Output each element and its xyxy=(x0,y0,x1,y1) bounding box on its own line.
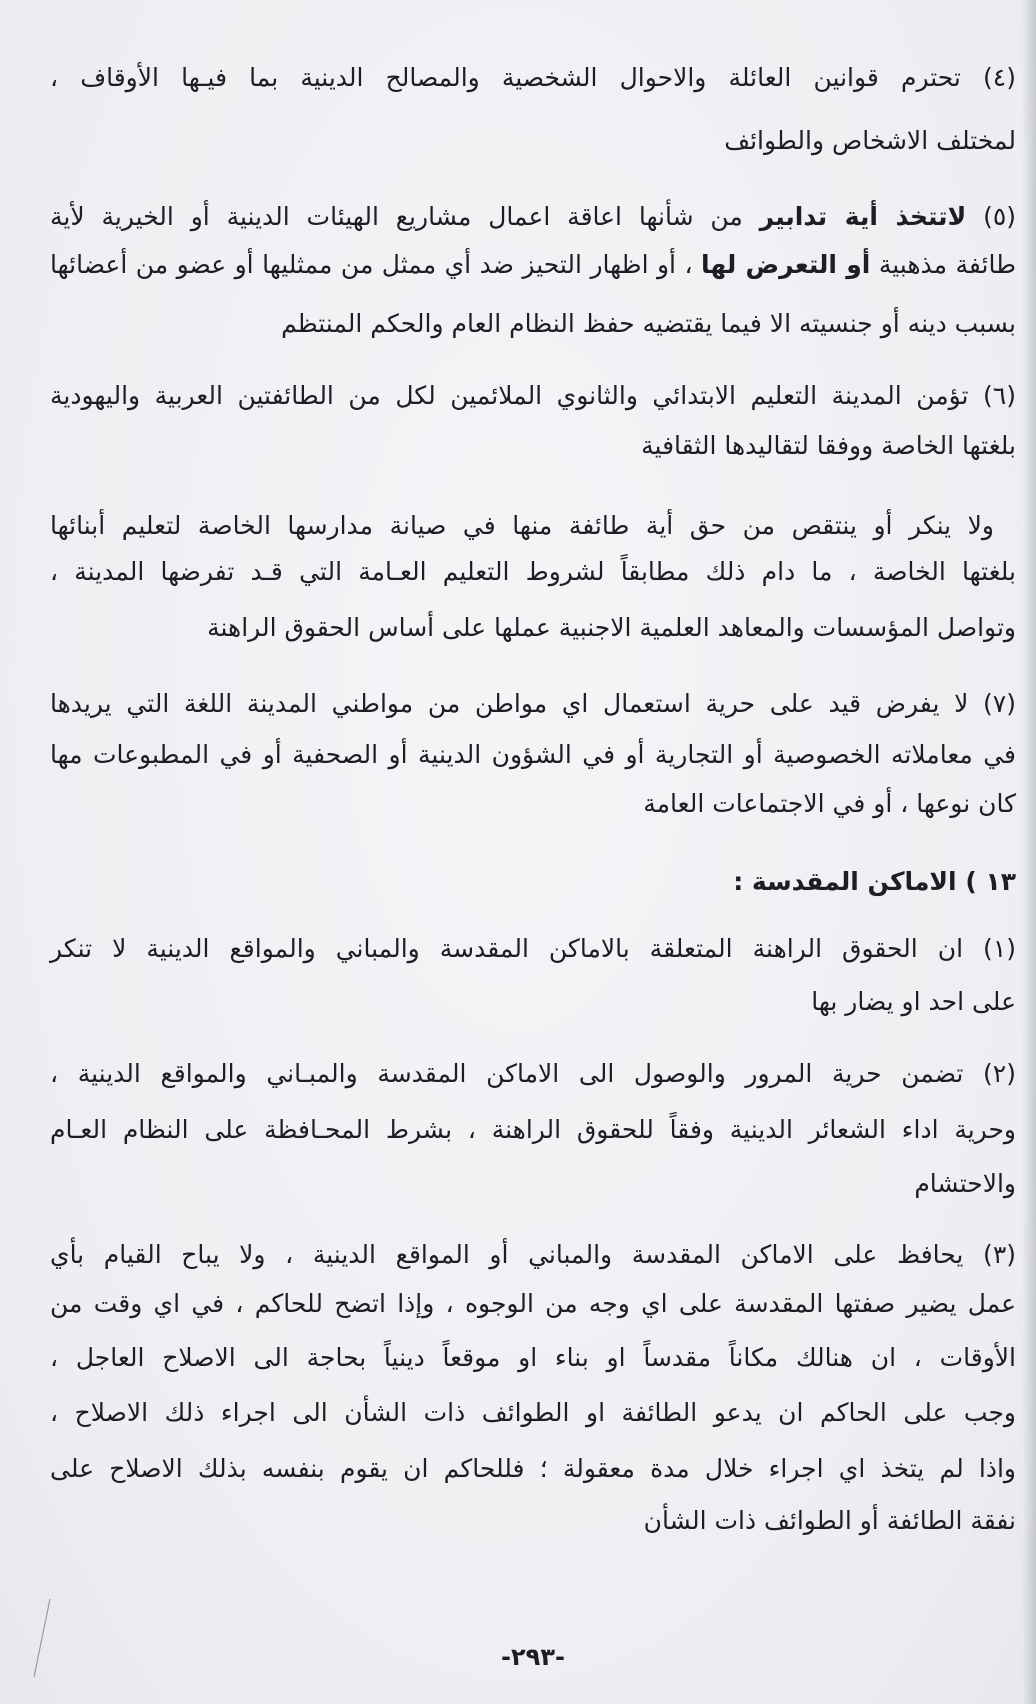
section-13-number: ١٣ ) xyxy=(965,867,1016,896)
clause-5-line-2-rest: ، أو اظهار التحيز ضد أي ممثل من ممثليها أو عضو من أعضائها xyxy=(50,250,693,279)
section-13-clause-2-line-1 xyxy=(50,1052,1016,1096)
page-number: -٢٩٣- xyxy=(501,1643,565,1671)
clause-5-line-1 xyxy=(50,195,1016,239)
clause-6-number: (٦) xyxy=(983,381,1016,410)
section-13-clause-1-number: (١) xyxy=(983,934,1017,963)
section-13-clause-2-line-2: وحرية اداء الشعائر الدينية وفقاً للحقوق الراهنة ، بشرط المحـافظة على النظام العـام xyxy=(50,1115,1016,1144)
clause-7-text: لا يفرض قيد على حرية استعمال اي مواطن من مواطني المدينة اللغة التي يريدها xyxy=(50,689,969,718)
section-13-clause-3-line-5: واذا لم يتخذ اي اجراء خلال مدة معقولة ؛ فللحاكم ان يقوم بنفسه بذلك الاصلاح على xyxy=(50,1454,1016,1483)
section-13-clause-1-line-1 xyxy=(50,927,1016,971)
clause-6-para-2-line-1: ولا ينكر أو ينتقص من حق أية طائفة منها في صيانة مدارسها الخاصة لتعليم أبنائها xyxy=(50,511,994,540)
section-13-clause-2-line-3: والاحتشام xyxy=(914,1169,1016,1198)
section-13-clause-3-number: (٣) xyxy=(983,1240,1017,1269)
clause-5-text: من شأنها اعاقة اعمال مشاريع الهيئات الدينية أو الخيرية لأية xyxy=(50,202,743,231)
clause-6-text: تؤمن المدينة التعليم الابتدائي والثانوي الملائمين لكل من الطائفتين العربية واليهودية xyxy=(50,381,969,410)
clause-5-line-2-bold: أو التعرض لها xyxy=(701,250,871,279)
section-13-title: الاماكن المقدسة : xyxy=(733,867,957,896)
page-edge-shadow xyxy=(1022,0,1036,1704)
clause-6-line-1 xyxy=(50,374,1016,418)
section-13-clause-3-line-1 xyxy=(50,1233,1016,1277)
clause-7-line-1 xyxy=(50,682,1016,726)
clause-5-line-3: بسبب دينه أو جنسيته الا فيما يقتضيه حفظ النظام العام والحكم المنتظم xyxy=(281,309,1016,338)
clause-7-number: (٧) xyxy=(983,689,1016,718)
clause-5-line-2 xyxy=(50,243,1016,287)
clause-4-line-2: لمختلف الاشخاص والطوائف xyxy=(724,126,1016,155)
scan-scratch-mark xyxy=(20,1595,60,1685)
section-13-clause-3-line-3: الأوقات ، ان هنالك مكاناً مقدساً او بناء او موقعاً دينياً بحاجة الى الاصلاح العاجل ، xyxy=(50,1343,1016,1372)
clause-5-bold-phrase: لاتتخذ أية تدابير xyxy=(759,202,967,231)
clause-5-line-2-start: طائفة مذهبية xyxy=(878,250,1017,279)
clause-4-line-1 xyxy=(50,56,1016,100)
section-13-clause-2-number: (٢) xyxy=(983,1059,1016,1088)
section-13-clause-3-line-2: عمل يضير صفتها المقدسة على اي وجه من الوجوه ، وإذا اتضح للحاكم ، في اي وقت من xyxy=(50,1289,1016,1318)
section-13-clause-1-text: ان الحقوق الراهنة المتعلقة بالاماكن المقدسة والمباني والمواقع الدينية لا تنكر xyxy=(50,934,964,963)
section-13-clause-3-line-4: وجب على الحاكم ان يدعو الطائفة او الطوائف ذات الشأن الى اجراء ذلك الاصلاح ، xyxy=(50,1398,1016,1427)
clause-4-text: تحترم قوانين العائلة والاحوال الشخصية والمصالح الدينية بما فيـها الأوقاف ، xyxy=(50,63,961,92)
clause-5-number: (٥) xyxy=(983,202,1017,231)
section-13-clause-3-text: يحافظ على الاماكن المقدسة والمباني أو المواقع الدينية ، ولا يباح القيام بأي xyxy=(50,1240,964,1269)
section-13-clause-1-line-2: على احد او يضار بها xyxy=(811,987,1016,1016)
section-13-clause-2-text: تضمن حرية المرور والوصول الى الاماكن المقدسة والمبـاني والمواقع الدينية ، xyxy=(50,1059,964,1088)
clause-6-line-2: بلغتها الخاصة ووفقا لتقاليدها الثقافية xyxy=(641,431,1016,460)
clause-4-number: (٤) xyxy=(983,63,1016,92)
clause-7-line-3: كان نوعها ، أو في الاجتماعات العامة xyxy=(643,789,1016,818)
section-13-clause-3-line-6: نفقة الطائفة أو الطوائف ذات الشأن xyxy=(643,1506,1016,1535)
clause-6-para-2-line-2: بلغتها الخاصة ، ما دام ذلك مطابقاً لشروط التعليم العـامة التي قـد تفرضها المدينة ، xyxy=(50,557,1016,586)
clause-6-para-2-line-3: وتواصل المؤسسات والمعاهد العلمية الاجنبية عملها على أساس الحقوق الراهنة xyxy=(207,613,1016,642)
clause-7-line-2: في معاملاته الخصوصية أو التجارية أو في الشؤون الدينية أو الصحفية أو في المطبوعات مها xyxy=(50,740,1016,769)
section-13-heading xyxy=(50,860,1016,904)
